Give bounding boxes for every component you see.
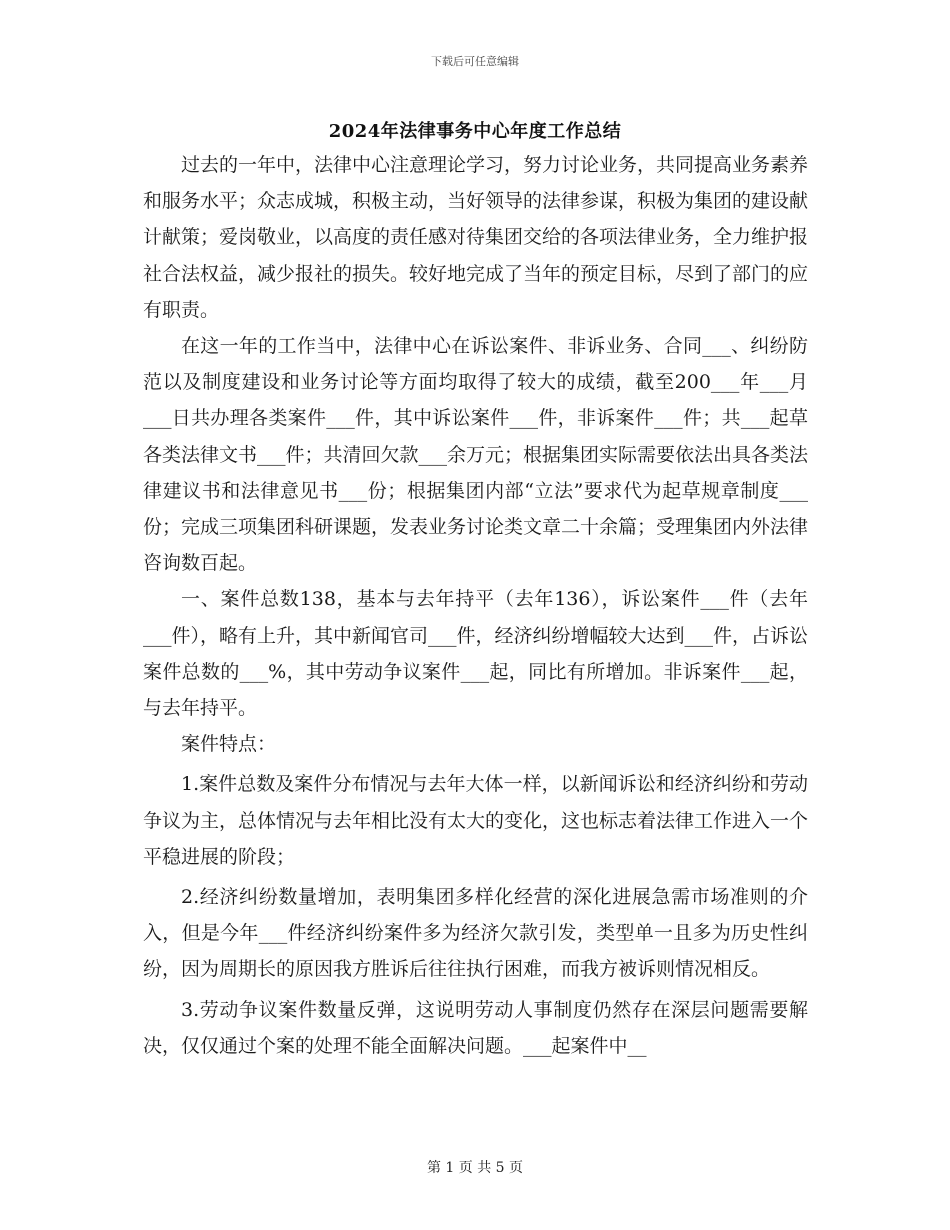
paragraph-intro: 过去的一年中，法律中心注意理论学习，努力讨论业务，共同提高业务素养和服务水平；众志成城，积极主动，当好领导的法律参谋，积极为集团的建设献计献策；爱岗敬业，以高度的责任感对待集团交给的各项法律业务，全力维护报社合法权益，减少报社的损失。较好地完成了当年的预定目标，尽到了部门的应有职责。: [143, 154, 809, 321]
paragraph-case-features-heading: 案件特点：: [181, 733, 277, 756]
document-body: [143, 147, 808, 1064]
paragraph-feature-2: 2.经济纠纷数量增加，表明集团多样化经营的深化进展急需市场准则的介入，但是今年___件经济纠纷案件多为经济欠款引发，类型单一且多为历史性纠纷，因为周期长的原因我方胜诉后往往执行困难，而我方被诉则情况相反。: [143, 886, 808, 981]
paragraph-case-totals: 一、案件总数138，基本与去年持平（去年136），诉讼案件___件（去年___件），略有上升，其中新闻官司___件，经济纠纷增幅较大达到___件，占诉讼案件总数的___%，其中劳动争议案件___起，同比有所增加。非诉案件___起，与去年持平。: [143, 588, 809, 720]
document-title: 2024年法律事务中心年度工作总结: [328, 121, 622, 142]
paragraph-feature-1: 1.案件总数及案件分布情况与去年大体一样，以新闻诉讼和经济纠纷和劳动争议为主，总体情况与去年相比没有太大的变化，这也标志着法律工作进入一个平稳进展的阶段；: [143, 773, 809, 868]
paragraph-feature-3: 3.劳动争议案件数量反弹，这说明劳动人事制度仍然存在深层问题需要解决，仅仅通过个案的处理不能全面解决问题。___起案件中__: [143, 998, 808, 1057]
page-header-note: 下载后可任意编辑: [431, 55, 519, 68]
paragraph-achievements: 在这一年的工作当中，法律中心在诉讼案件、非诉业务、合同___、纠纷防范以及制度建设和业务讨论等方面均取得了较大的成绩，截至200___年___月___日共办理各类案件___件，其中诉讼案件___件，非诉案件___件；共___起草各类法律文书___件；共清回欠款___余万元；根据集团实际需要依法出具各类法律建议书和法律意见书___份；根据集团内部“立法”要求代为起草规章制度___份；完成三项集团科研课题，发表业务讨论类文章二十余篇；受理集团内外法律咨询数百起。: [143, 335, 809, 575]
page-number-footer: 第 1 页 共 5 页: [426, 1160, 524, 1176]
